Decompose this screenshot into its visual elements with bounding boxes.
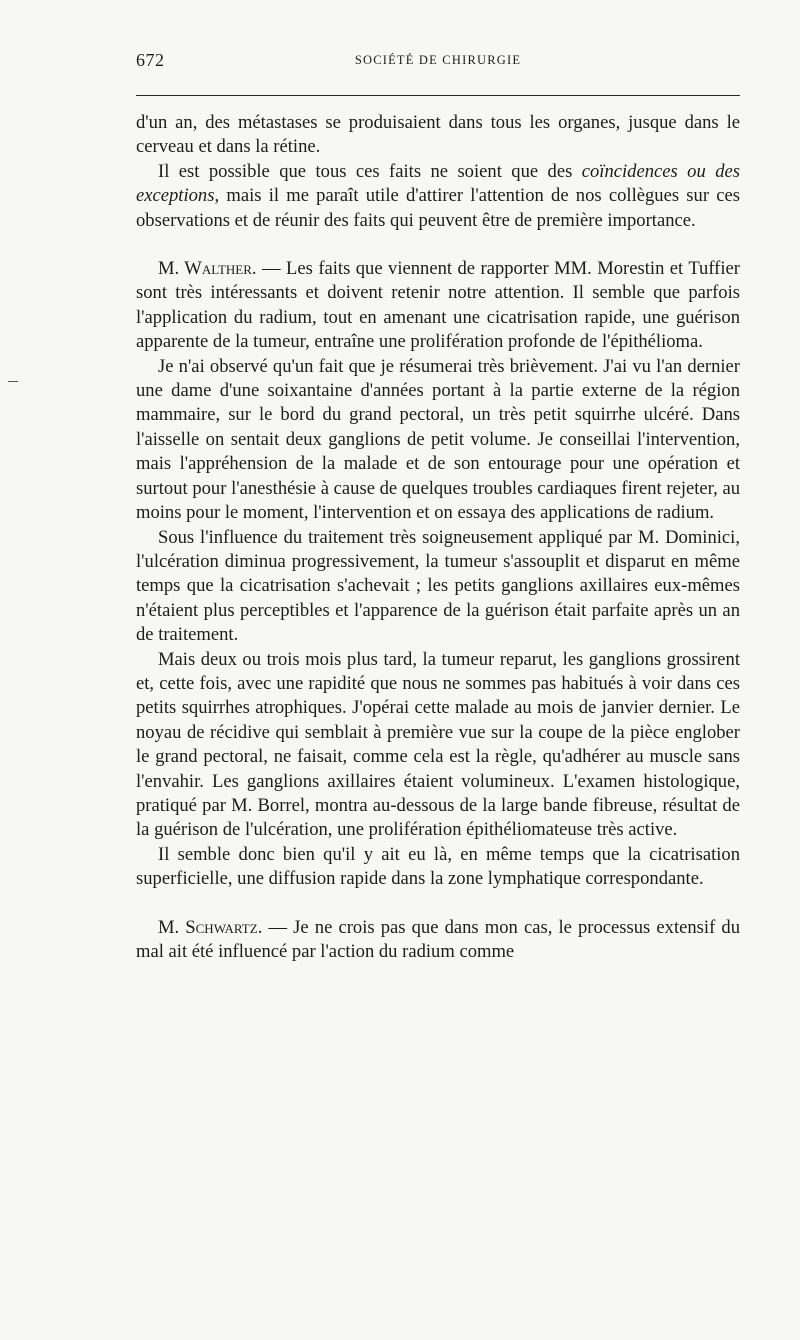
paragraph-1: d'un an, des métastases se produisaient dans tous les organes, jusque dans le cerveau et dans la rétine. xyxy=(136,112,740,158)
paragraph-4: Je n'ai observé qu'un fait que je résumerai très brièvement. J'ai vu l'an dernier une dame d'une soixantaine d'années portant à la partie externe de la région mammaire, sur le bord du grand pectoral, un très petit squirrhe ulcéré. Dans l'aisselle on sentait deux ganglions de petit volume. Je conseillai l'intervention, mais l'appréhension de la malade et de son entourage pour une opération et surtout pour l'anesthésie à cause de quelques troubles cardiaques firent rejeter, au moins pour le moment, l'intervention et on essaya des applications de radium. xyxy=(136,355,740,524)
paragraph-walther-text: — Les faits que viennent de rapporter MM. Morestin et Tuffier sont très intéressants et doivent retenir notre attention. Il semble que parfois l'application du radium, tout en amenant une cicatrisation rapide, une guérison apparente de la tumeur, entraîne une prolifération profonde de l'épithélioma. xyxy=(136,258,740,353)
paragraph-6: Mais deux ou trois mois plus tard, la tumeur reparut, les ganglions grossirent et, cette fois, avec une rapidité que nous ne sommes pas habitués à voir dans ces petits squirrhes atrophiques. J'opérai cette malade au mois de janvier dernier. Le noyau de récidive qui semblait à première vue sur la coupe de la pièce englober le grand pectoral, ne faisait, comme cela est la règle, qu'adhérer au muscle sans l'envahir. Les ganglions axillaires étaient volumineux. L'examen histologique, pratiqué par M. Borrel, montra au-dessous de la large bande fibreuse, résultat de la guérison de l'ulcération, une prolifération épithéliomateuse très active. xyxy=(136,648,740,841)
paragraph-schwartz xyxy=(136,916,740,965)
paragraph-2 xyxy=(136,160,740,233)
speaker-walther: M. Walther. xyxy=(158,258,257,280)
paragraph-walther xyxy=(136,257,740,355)
paragraph-5: Sous l'influence du traitement très soigneusement appliqué par M. Dominici, l'ulcération diminua progressivement, la tumeur s'assouplit et disparut en même temps que la cicatrisation s'achevait ; les petits ganglions axillaires eux-mêmes n'étaient plus perceptibles et l'apparence de la guérison était parfaite après un an de traitement. xyxy=(136,526,740,646)
page-header xyxy=(136,50,740,74)
margin-mark xyxy=(8,381,18,382)
paragraph-7: Il semble donc bien qu'il y ait eu là, en même temps que la cicatrisation superficielle, une diffusion rapide dans la zone lymphatique correspondante. xyxy=(136,843,740,890)
paragraph-2-emphasis: coïncidences ou des exceptions xyxy=(136,160,740,207)
paragraph-schwartz-text: — Je ne crois pas que dans mon cas, le processus extensif du mal ait été influencé par l'action du radium comme xyxy=(136,916,740,962)
paragraph-2-end: , mais il me paraît utile d'attirer l'attention de nos collègues sur ces observations et de réunir des faits qui peuvent être de première importance. xyxy=(136,185,740,231)
header-rule xyxy=(136,95,740,96)
paragraph-2-start: Il est possible que tous ces faits ne soient que des xyxy=(158,160,582,182)
page-number: 672 xyxy=(136,50,165,70)
running-title: SOCIÉTÉ DE CHIRURGIE xyxy=(354,53,522,67)
body-text xyxy=(136,111,740,964)
speaker-schwartz: M. Schwartz. xyxy=(158,916,263,938)
